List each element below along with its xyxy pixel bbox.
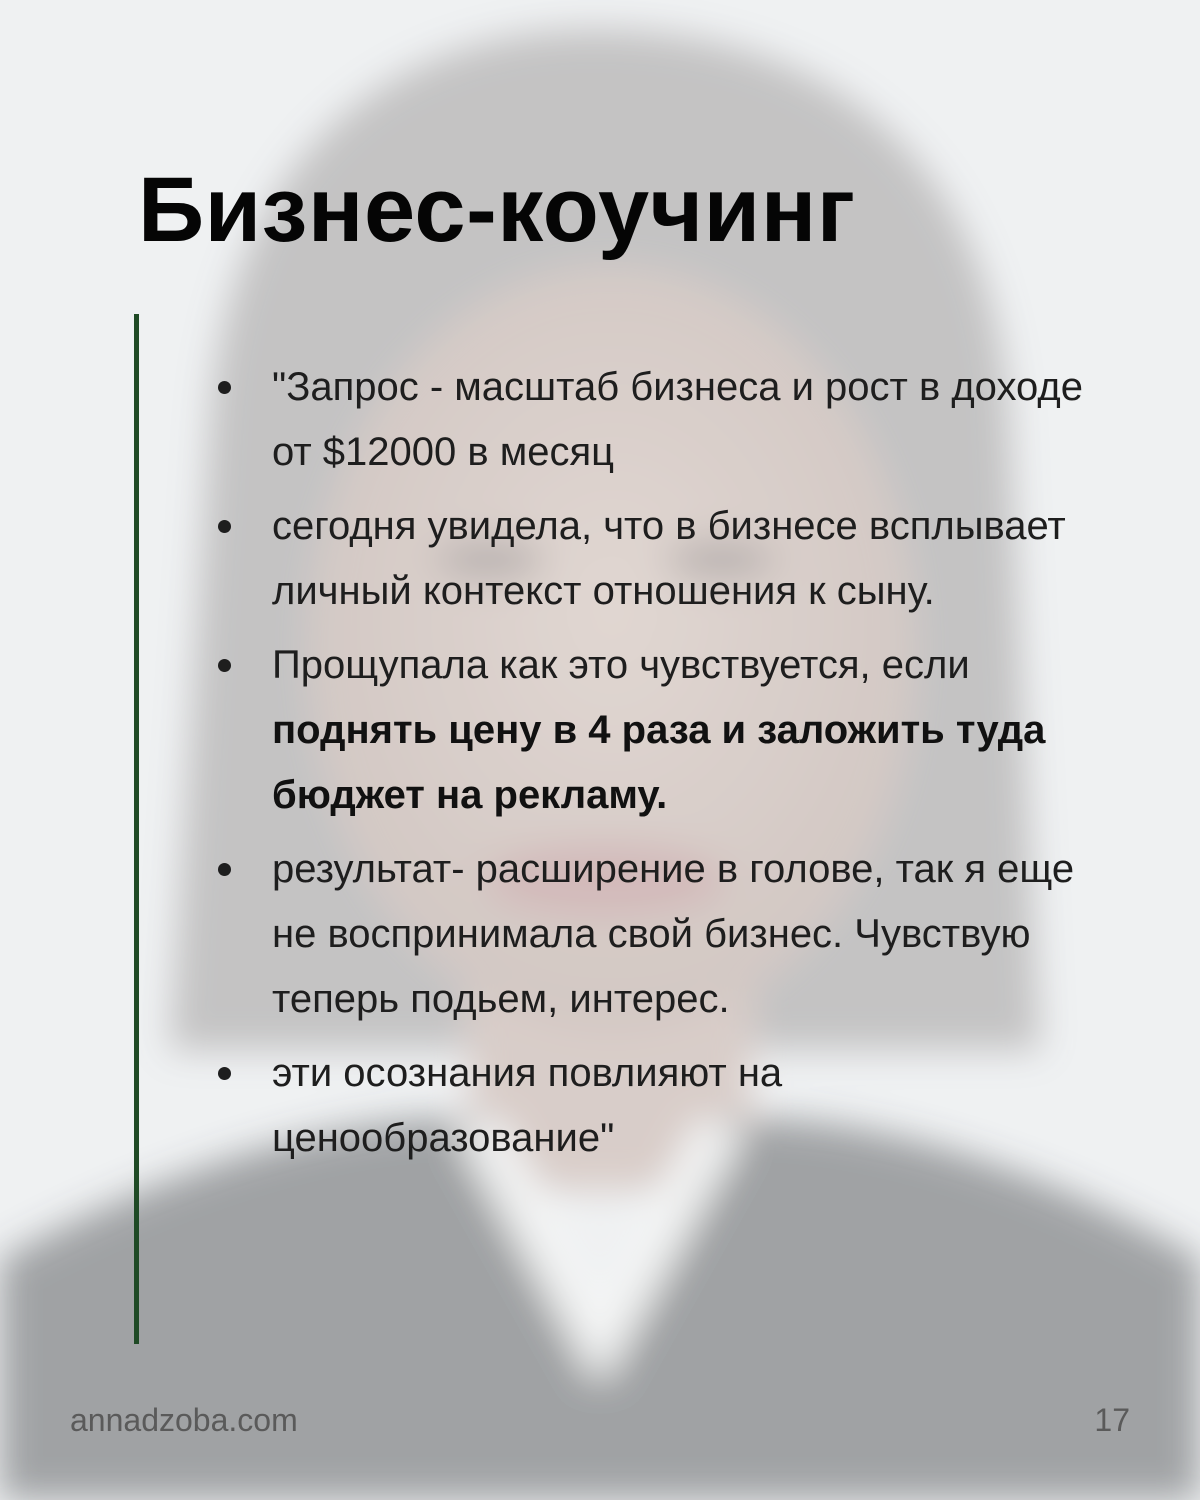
bullet-dot-icon <box>218 863 231 876</box>
accent-bar <box>134 314 139 1344</box>
page-number: 17 <box>1094 1402 1130 1438</box>
bullet-dot-icon <box>218 381 231 394</box>
list-item <box>214 355 1094 485</box>
list-item <box>214 633 1094 828</box>
list-item <box>214 494 1094 624</box>
list-item-text: эти осознания повлияют на ценообразование" <box>272 1051 783 1160</box>
list-item-text: результат- расширение в голове, так я еще не воспринимала свой бизнес. Чувствую теперь подьем, интерес. <box>272 847 1075 1021</box>
page-title: Бизнес-коучинг <box>138 159 856 261</box>
list-item-text: сегодня увидела, что в бизнесе всплывает личный контекст отношения к сыну. <box>272 504 1066 613</box>
list-item-text: Прощупала как это чувствуется, если <box>272 643 970 687</box>
website-link[interactable]: annadzoba.com <box>70 1402 298 1438</box>
list-item-bold-text: поднять цену в 4 раза и заложить туда бюджет на рекламу. <box>272 708 1046 817</box>
bullet-dot-icon <box>218 659 231 672</box>
bullet-list <box>214 355 1094 1180</box>
list-item <box>214 837 1094 1032</box>
list-item-text: "Запрос - масштаб бизнеса и рост в доходе от $12000 в месяц <box>272 365 1083 474</box>
bullet-dot-icon <box>218 1067 231 1080</box>
list-item <box>214 1041 1094 1171</box>
bullet-dot-icon <box>218 520 231 533</box>
